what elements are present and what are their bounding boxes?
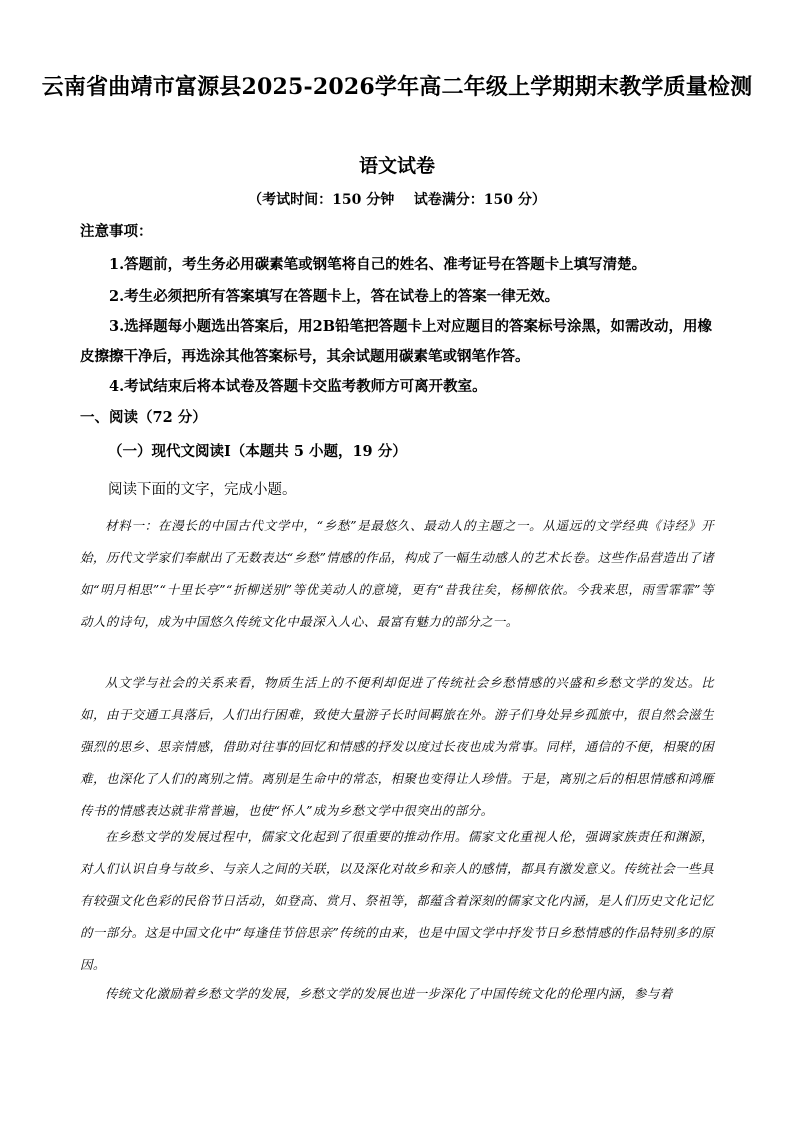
notice-heading: 注意事项：	[80, 223, 153, 240]
notice-item-3: 3.选择题每小题选出答案后，用2B铅笔把答题卡上对应题目的答案标号涂黑，如需改动，用橡皮擦擦干净后，再选涂其他答案标号，其余试题用碳素笔或钢笔作答。	[80, 318, 712, 365]
subject-title: 语文试卷	[358, 155, 435, 177]
passage-paragraph-4: 传统文化激励着乡愁文学的发展，乡愁文学的发展也进一步深化了中国传统文化的伦理内涵，参与着	[105, 986, 673, 1001]
passage-paragraph-3: 在乡愁文学的发展过程中，儒家文化起到了很重要的推动作用。儒家文化重视人伦，强调家族责任和渊源，对人们认识自身与故乡、与亲人之间的关联，以及深化对故乡和亲人的感情，都具有激发意义。传统社会一些具有较强文化色彩的民俗节日活动，如登高、赏月、祭祖等，都蕴含着深刻的儒家文化内涵，是人们历史文化记忆的一部分。这是中国文化中“每逢佳节倍思亲”传统的由来，也是中国文学中抒发节日乡愁情感的作品特别多的原因。	[80, 829, 714, 972]
exam-time-info: （考试时间：150 分钟 试卷满分：150 分）	[248, 192, 546, 208]
section-title: 一、阅读（72 分）	[80, 409, 207, 426]
passage-paragraph-1: 材料一：在漫长的中国古代文学中，“乡愁”是最悠久、最动人的主题之一。从遥远的文学经典《诗经》开始，历代文学家们奉献出了无数表达“乡愁”情感的作品，构成了一幅生动感人的艺术长卷。这些作品营造出了诸如“明月相思”“十里长亭”“折柳送别”等优美动人的意境，更有“昔我往矣，杨柳依依。今我来思，雨雪霏霏”等动人的诗句，成为中国悠久传统文化中最深入人心、最富有魅力的部分之一。	[80, 518, 714, 629]
notice-item-2: 2.考生必须把所有答案填写在答题卡上，答在试卷上的答案一律无效。	[109, 288, 560, 305]
notice-item-1: 1.答题前，考生务必用碳素笔或钢笔将自己的姓名、准考证号在答题卡上填写清楚。	[109, 256, 647, 273]
subsection-title: （一）现代文阅读Ⅰ（本题共 5 小题，19 分）	[108, 443, 407, 460]
notice-item-4: 4.考试结束后将本试卷及答题卡交监考教师方可离开教室。	[109, 378, 487, 395]
passage-paragraph-2: 从文学与社会的关系来看，物质生活上的不便利却促进了传统社会乡愁情感的兴盛和乡愁文学的发达。比如，由于交通工具落后，人们出行困难，致使大量游子长时间羁旅在外。游子们身处异乡孤旅中，很自然会滋生强烈的思乡、思亲情感，借助对往事的回忆和情感的抒发以度过长夜也成为常事。同样，通信的不便，相聚的困难，也深化了人们的离别之情。离别是生命中的常态，相聚也变得让人珍惜。于是，离别之后的相思情感和鸿雁传书的情感表达就非常普遍，也使“怀人”成为乡愁文学中很突出的部分。	[80, 675, 714, 818]
reading-instruction: 阅读下面的文字，完成小题。	[108, 482, 297, 498]
exam-title: 云南省曲靖市富源县2025-2026学年高二年级上学期期末教学质量检测	[41, 74, 753, 100]
